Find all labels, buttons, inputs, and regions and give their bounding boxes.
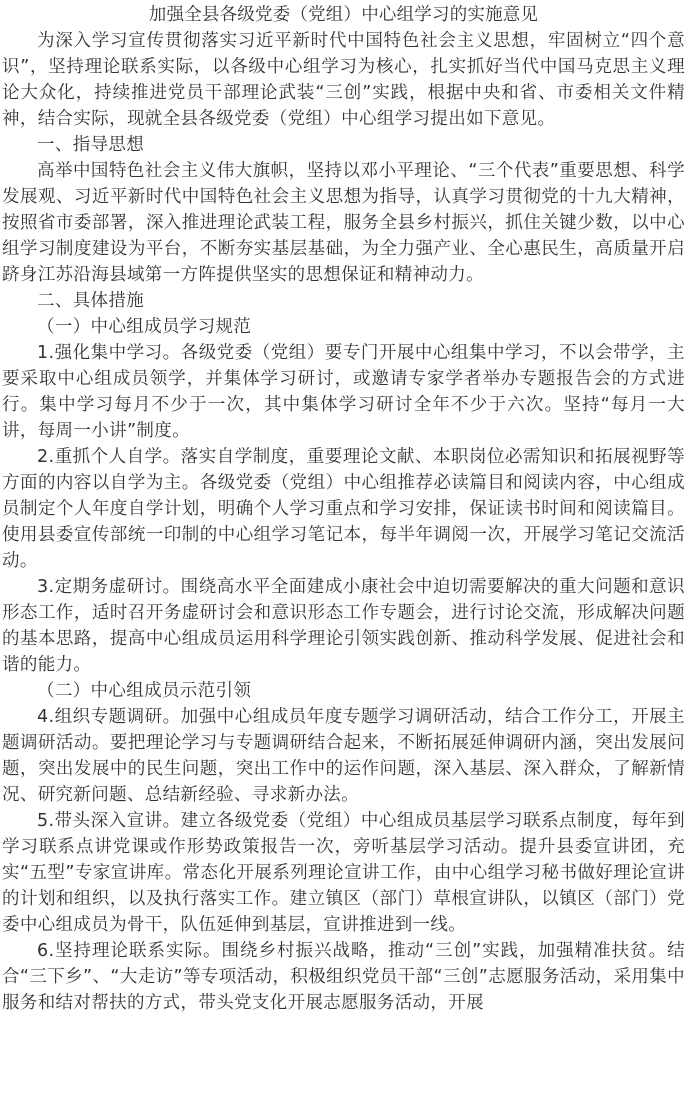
subsection-heading-leading-by-example: （二）中心组成员示范引领	[37, 681, 252, 701]
section-heading-guiding-ideology: 一、指导思想	[37, 135, 145, 155]
guiding-ideology-paragraph: 高举中国特色社会主义伟大旗帜，坚持以邓小平理论、“三个代表”重要思想、科学发展观、习近平新时代中国特色社会主义思想为指导，认真学习贯彻党的十九大精神，按照省市委部署，深入推进理论武装工程，服务全县乡村振兴，抓住关键少数，以中心组学习制度建设为平台，不断夯实基层基础，为全力强产业、全心惠民生，高质量开启跻身江苏沿海县域第一方阵提供坚实的思想保证和精神动力。	[2, 161, 685, 285]
item-4-paragraph: 4.组织专题调研。加强中心组成员年度专题学习调研活动，结合工作分工，开展主题调研活动。要把理论学习与专题调研结合起来，不断拓展延伸调研内涵，突出发展问题，突出发展中的民生问题，突出工作中的运作问题，深入基层、深入群众，了解新情况、研究新问题、总结新经验、寻求新办法。	[2, 707, 685, 805]
item-2-paragraph: 2.重抓个人自学。落实自学制度，重要理论文献、本职岗位必需知识和拓展视野等方面的内容以自学为主。各级党委（党组）中心组推荐必读篇目和阅读内容，中心组成员制定个人年度自学计划，明确个人学习重点和学习安排，保证读书时间和阅读篇目。使用县委宣传部统一印制的中心组学习笔记本，每半年调阅一次，开展学习笔记交流活动。	[2, 447, 685, 571]
section-heading-specific-measures: 二、具体措施	[37, 291, 145, 311]
subsection-heading-study-norms: （一）中心组成员学习规范	[37, 317, 252, 337]
item-1-paragraph: 1.强化集中学习。各级党委（党组）要专门开展中心组集中学习，不以会带学，主要采取中心组成员领学，并集体学习研讨，或邀请专家学者举办专题报告会的方式进行。集中学习每月不少于一次，其中集体学习研讨全年不少于六次。坚持“每月一大讲，每周一小讲”制度。	[2, 343, 685, 441]
intro-paragraph: 为深入学习宣传贯彻落实习近平新时代中国特色社会主义思想，牢固树立“四个意识”，坚持理论联系实际，以各级中心组学习为核心，扎实抓好当代中国马克思主义理论大众化，持续推进党员干部理论武装“三创”实践，根据中央和省、市委相关文件精神，结合实际，现就全县各级党委（党组）中心组学习提出如下意见。	[2, 31, 685, 129]
item-5-paragraph: 5.带头深入宣讲。建立各级党委（党组）中心组成员基层学习联系点制度，每年到学习联系点讲党课或作形势政策报告一次，旁听基层学习活动。提升县委宣讲团，充实“五型”专家宣讲库。常态化开展系列理论宣讲工作，由中心组学习秘书做好理论宣讲的计划和组织，以及执行落实工作。建立镇区（部门）草根宣讲队，以镇区（部门）党委中心组成员为骨干，队伍延伸到基层，宣讲推进到一线。	[2, 811, 685, 935]
item-3-paragraph: 3.定期务虚研讨。围绕高水平全面建成小康社会中迫切需要解决的重大问题和意识形态工作，适时召开务虚研讨会和意识形态工作专题会，进行讨论交流，形成解决问题的基本思路，提高中心组成员运用科学理论引领实践创新、推动科学发展、促进社会和谐的能力。	[2, 577, 685, 675]
item-6-paragraph: 6.坚持理论联系实际。围绕乡村振兴战略，推动“三创”实践，加强精准扶贫。结合“三下乡”、“大走访”等专项活动，积极组织党员干部“三创”志愿服务活动，采用集中服务和结对帮扶的方式，带头党支化开展志愿服务活动，开展	[2, 941, 685, 1013]
document-title: 加强全县各级党委（党组）中心组学习的实施意见	[148, 5, 539, 25]
